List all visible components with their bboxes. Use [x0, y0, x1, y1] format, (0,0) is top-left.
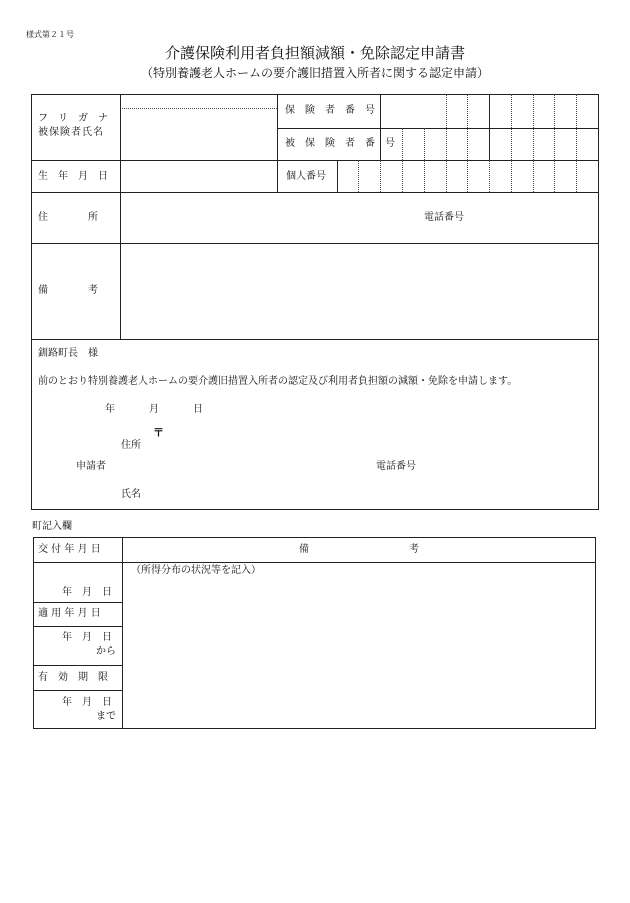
insurer-number-field[interactable] [381, 95, 598, 127]
insurer-number-label: 保 険 者 番 号 [285, 105, 375, 116]
addressee: 釧路町長 様 [38, 348, 98, 359]
applicant-address-label: 住所 [121, 440, 141, 451]
form-number: 様式第２１号 [26, 30, 74, 39]
birthdate-field[interactable] [122, 161, 276, 191]
insured-name-field[interactable] [122, 110, 276, 159]
postal-mark: 〒 [153, 426, 164, 439]
furigana-field[interactable] [122, 95, 276, 107]
address-label: 住 所 [38, 212, 98, 223]
application-statement: 前のとおり特別養護老人ホームの要介護旧措置入所者の認定及び利用者負担額の減額・免除を申請します。 [38, 376, 518, 387]
issue-date-label: 交 付 年 月 日 [38, 544, 101, 555]
town-remarks-note: （所得分布の状況等を記入） [131, 565, 261, 576]
apply-date-ymd: 年 月 日 [62, 632, 112, 643]
phone-label: 電話番号 [424, 212, 464, 223]
date-year-label: 年 [105, 404, 115, 415]
furigana-label: フ リ ガ ナ [38, 113, 108, 124]
personal-number-field[interactable] [338, 161, 598, 191]
applicant-address-field[interactable] [150, 425, 580, 455]
remarks-field[interactable] [122, 245, 598, 338]
application-date-field[interactable] [60, 400, 220, 420]
date-day-label: 日 [193, 404, 203, 415]
date-month-label: 月 [149, 404, 159, 415]
insured-name-label: 被保険者氏名 [38, 127, 104, 138]
applicant-label: 申請者 [76, 461, 106, 472]
applicant-name-label: 氏名 [121, 489, 141, 500]
apply-date-label: 適 用 年 月 日 [38, 608, 101, 619]
phone-field[interactable] [476, 194, 598, 242]
applicant-name-field[interactable] [150, 484, 580, 506]
applicant-phone-label: 電話番号 [376, 461, 416, 472]
insured-number-label: 被 保 険 者 番 号 [285, 138, 395, 149]
validity-ymd: 年 月 日 [62, 697, 112, 708]
insured-number-field[interactable] [381, 129, 598, 159]
town-section-heading: 町記入欄 [32, 521, 72, 532]
address-field[interactable] [122, 194, 412, 242]
validity-label: 有 効 期 限 [38, 672, 108, 683]
form-subtitle: （特別養護老人ホームの要介護旧措置入所者に関する認定申請） [140, 66, 489, 80]
birthdate-label: 生 年 月 日 [38, 171, 108, 182]
apply-from-label: から [96, 646, 116, 657]
town-remarks-header: 備 考 [299, 544, 419, 555]
personal-number-label: 個人番号 [286, 171, 326, 182]
issue-date-ymd: 年 月 日 [62, 587, 112, 598]
town-remarks-field[interactable] [124, 580, 594, 727]
form-title: 介護保険利用者負担額減額・免除認定申請書 [164, 44, 465, 62]
applicant-phone-field[interactable] [430, 456, 580, 478]
remarks-label: 備 考 [38, 285, 98, 296]
validity-until-label: まで [96, 711, 116, 722]
